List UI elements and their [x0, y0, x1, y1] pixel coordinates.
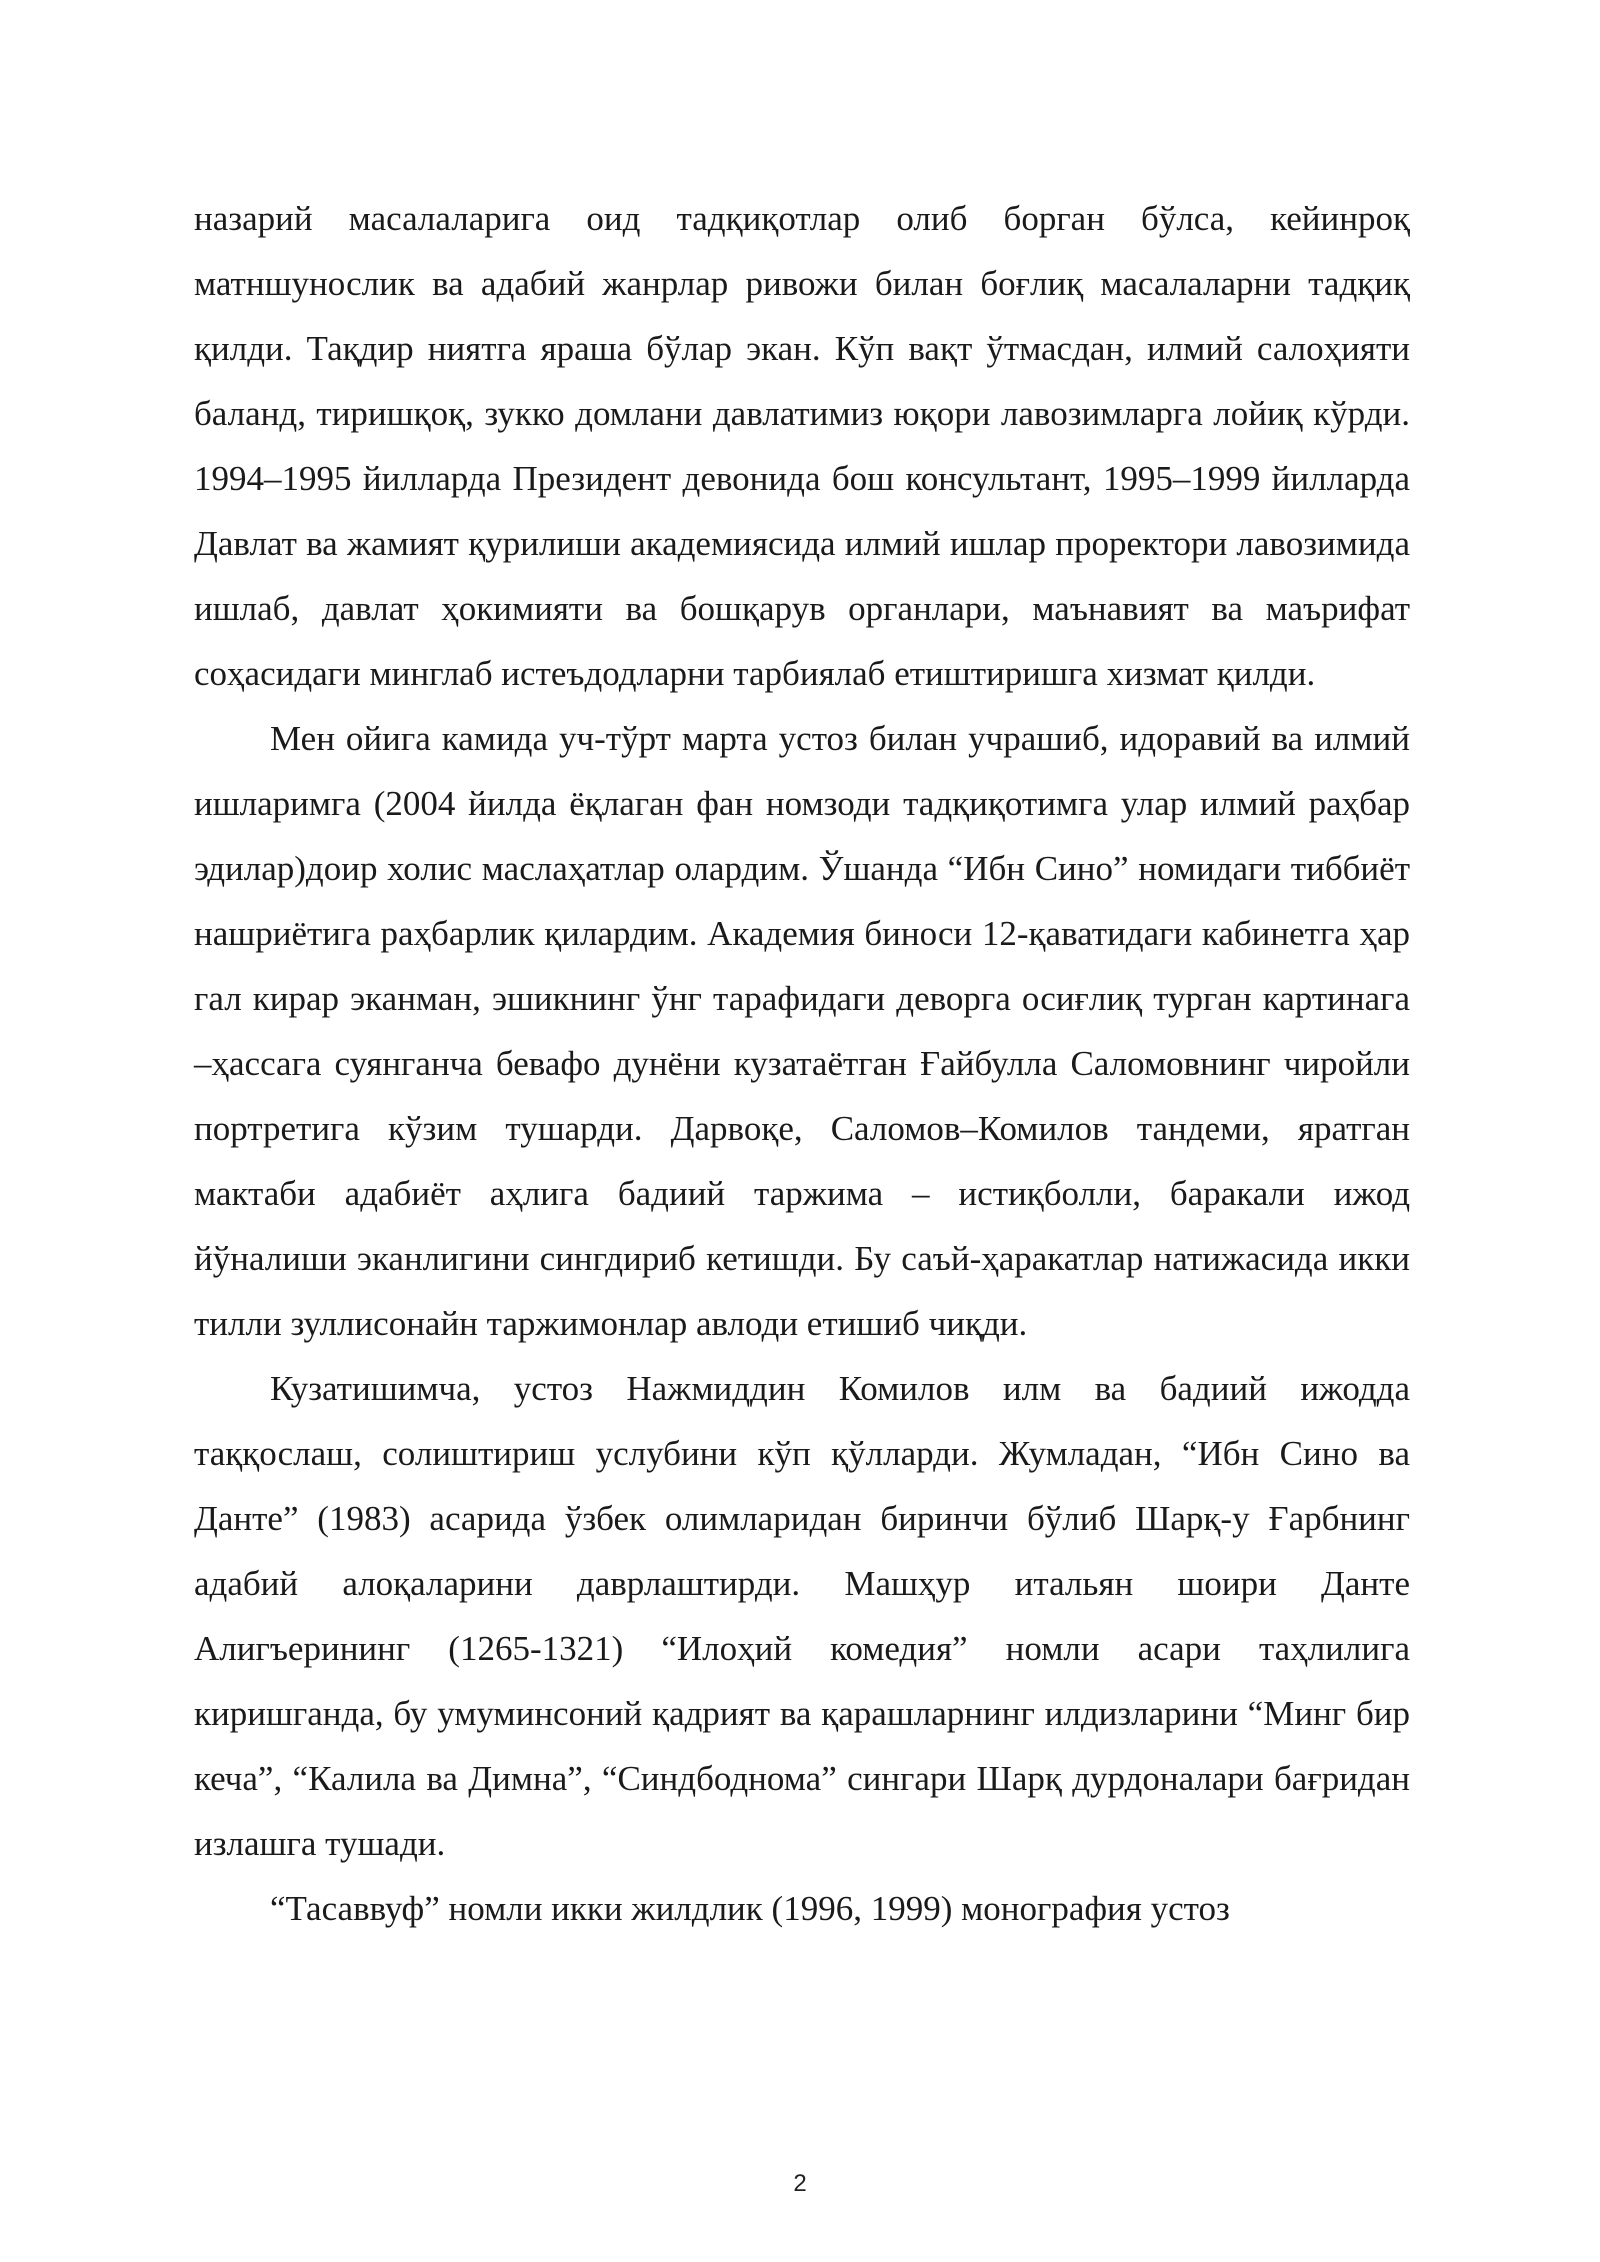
paragraph-comparative-method: Кузатишимча, устоз Нажмиддин Комилов илм ва бадиий ижодда таққослаш, солиштириш услубини кўп қўлларди. Жумладан, “Ибн Сино ва Данте” (1983) асарида ўзбек олимларидан биринчи бўлиб Шарқ-у Ғарбнинг адабий алоқаларини даврлаштирди. Машҳур итальян шоири Данте Алигъерининг (1265-1321) “Илоҳий комедия” номли асари таҳлилига киришганда, бу умуминсоний қадрият ва қарашларнинг илдизларини “Минг бир кеча”, “Калила ва Димна”, “Синдбоднома” сингари Шарқ дурдоналари бағридан излашга тушади. [194, 1369, 1410, 1863]
paragraph-mentor-meetings: Мен ойига камида уч-тўрт марта устоз билан учрашиб, идоравий ва илмий ишларимга (2004 йилда ёқлаган фан номзоди тадқиқотимга улар илмий раҳбар эдилар)доир холис маслаҳатлар олардим. Ўшанда “Ибн Сино” номидаги тиббиёт нашриётига раҳбарлик қилардим. Академия биноси 12-қаватидаги кабинетга ҳар гал кирар эканман, эшикнинг ўнг тарафидаги деворга осиғлиқ турган картинага –ҳассага суянганча бевафо дунёни кузатаётган Ғайбулла Саломовнинг чиройли портретига кўзим тушарди. Дарвоқе, Саломов–Комилов тандеми, яратган мактаби адабиёт аҳлига бадиий таржима – истиқболли, баракали ижод йўналиши эканлигини сингдириб кетишди. Бу саъй-ҳаракатлар натижасида икки тилли зуллисонайн таржимонлар авлоди етишиб чиқди. [194, 719, 1410, 1343]
page-number: 2 [793, 2170, 807, 2197]
body-text [194, 186, 1410, 1941]
paragraph-continuation: назарий масалаларига оид тадқиқотлар олиб борган бўлса, кейинроқ матншунослик ва адабий жанрлар ривожи билан боғлиқ масалаларни тадқиқ қилди. Тақдир ниятга яраша бўлар экан. Кўп вақт ўтмасдан, илмий салоҳияти баланд, тиришқоқ, зукко домлани давлатимиз юқори лавозимларга лойиқ кўрди. 1994–1995 йилларда Президент девонида бош консультант, 1995–1999 йилларда Давлат ва жамият қурилиши академиясида илмий ишлар проректори лавозимида ишлаб, давлат ҳокимияти ва бошқарув органлари, маънавият ва маърифат соҳасидаги минглаб истеъдодларни тарбиялаб етиштиришга хизмат қилди. [194, 199, 1410, 693]
paragraph-tasavvuf-monograph: “Тасаввуф” номли икки жилдлик (1996, 1999) монография устоз [270, 1889, 1230, 1928]
